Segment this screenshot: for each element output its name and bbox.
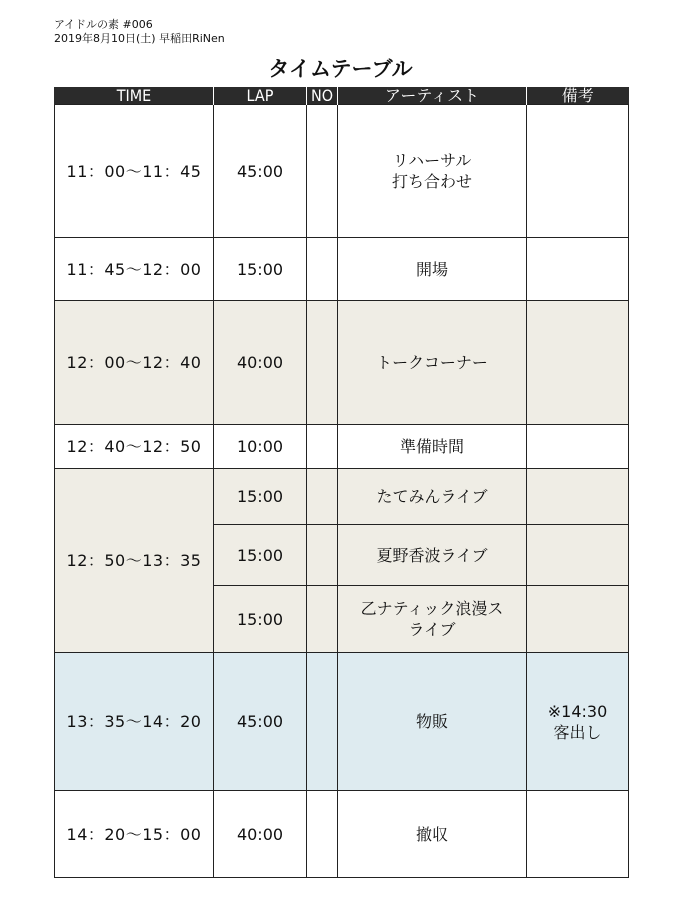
notes-cell [527,425,629,469]
header-row [55,87,629,105]
table-row [55,301,629,425]
no-cell [307,238,338,301]
notes-cell [527,105,629,238]
artist-cell: トークコーナー [338,301,527,425]
artist-cell: 撤収 [338,791,527,878]
artist-cell: リハーサル 打ち合わせ [338,105,527,238]
notes-cell: ※14:30 客出し [527,653,629,791]
lap-cell: 45:00 [214,105,307,238]
artist-cell: 物販 [338,653,527,791]
table-row [55,105,629,238]
table-row [55,238,629,301]
table-row [55,653,629,791]
no-cell [307,425,338,469]
notes-cell [527,586,629,653]
time-cell: 11：00〜11：45 [55,105,214,238]
page-title: タイムテーブル [268,57,413,81]
artist-cell: 乙ナティック浪漫ス ライブ [338,586,527,653]
time-cell: 14：20〜15：00 [55,791,214,878]
notes-cell [527,469,629,525]
artist-cell: たてみんライブ [338,469,527,525]
lap-cell: 15:00 [214,586,307,653]
notes-cell [527,525,629,586]
lap-cell: 40:00 [214,301,307,425]
column-header-no: NO [307,87,338,105]
time-cell: 11：45〜12：00 [55,238,214,301]
artist-cell: 開場 [338,238,527,301]
column-header-lap: LAP [214,87,307,105]
notes-cell [527,238,629,301]
no-cell [307,791,338,878]
lap-cell: 15:00 [214,525,307,586]
time-cell: 12：50〜13：35 [55,469,214,653]
no-cell [307,586,338,653]
lap-cell: 15:00 [214,238,307,301]
table-row [55,791,629,878]
notes-cell [527,301,629,425]
no-cell [307,105,338,238]
no-cell [307,525,338,586]
lap-cell: 15:00 [214,469,307,525]
time-cell: 12：00〜12：40 [55,301,214,425]
event-date-venue: 2019年8月10日(土) 早稲田RiNen [54,32,225,45]
table-row [55,469,629,525]
time-cell: 13：35〜14：20 [55,653,214,791]
time-cell: 12：40〜12：50 [55,425,214,469]
table-row [55,425,629,469]
event-name: アイドルの素 #006 [54,18,153,31]
column-header-time: TIME [55,87,214,105]
no-cell [307,301,338,425]
no-cell [307,653,338,791]
artist-cell: 夏野香波ライブ [338,525,527,586]
timetable [54,87,629,878]
lap-cell: 10:00 [214,425,307,469]
artist-cell: 準備時間 [338,425,527,469]
lap-cell: 45:00 [214,653,307,791]
column-header-notes: 備考 [527,87,629,105]
column-header-artist: アーティスト [338,87,527,105]
no-cell [307,469,338,525]
lap-cell: 40:00 [214,791,307,878]
notes-cell [527,791,629,878]
